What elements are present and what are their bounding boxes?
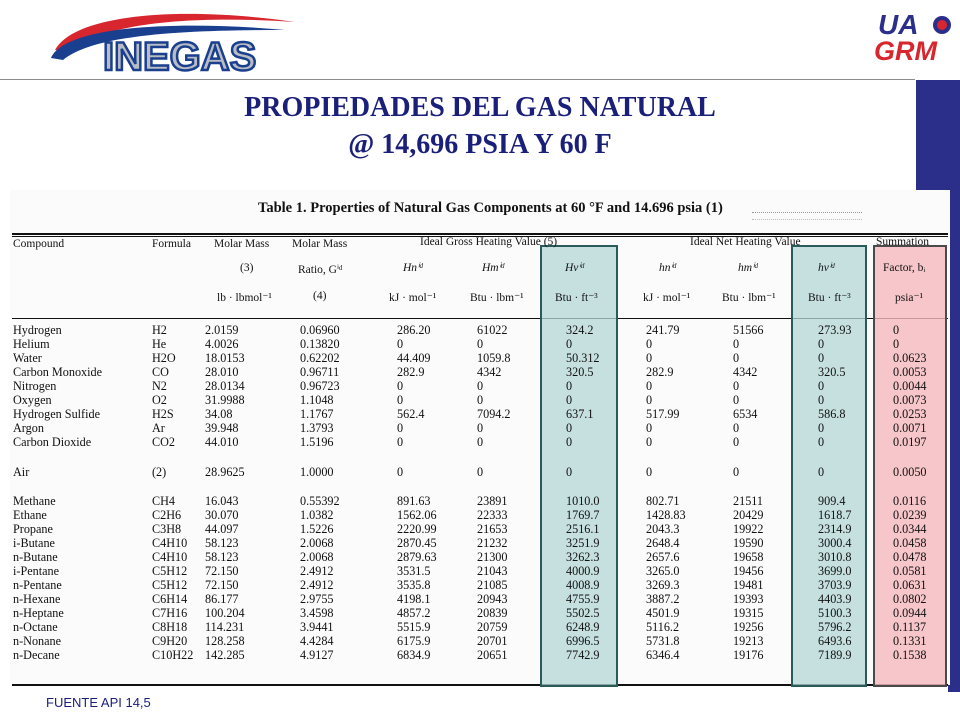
cell-net-hm: 4342 [733,365,758,379]
cell-formula: H2S [152,407,174,421]
cell-gross-hn: 0 [397,379,404,393]
cell-gross-hm: 0 [477,421,484,435]
cell-gross-hv: 1769.7 [566,508,600,522]
cell-formula: C5H12 [152,564,188,578]
cell-net-hm: 0 [733,393,740,407]
cell-ratio: 3.4598 [300,606,334,620]
cell-factor: 0.1538 [893,648,927,662]
header-unit-btu-ft3: Btu · ft⁻³ [555,292,598,304]
cell-net-hv: 2314.9 [818,522,852,536]
header-formula: Formula [152,238,191,250]
cell-gross-hm: 21653 [477,522,508,536]
header-ratio-ref: (4) [313,290,327,302]
header-unit-kj-net: kJ · mol⁻¹ [643,292,691,304]
cell-factor: 0.0071 [893,421,927,435]
cell-net-hn: 4501.9 [646,606,680,620]
cell-ratio: 1.0382 [300,508,334,522]
cell-compound: Water [13,351,42,365]
cell-gross-hv: 4755.9 [566,592,600,606]
cell-factor: 0.0344 [893,522,927,536]
cell-factor: 0.0631 [893,578,927,592]
cell-gross-hn: 0 [397,421,404,435]
cell-net-hv: 5796.2 [818,620,852,634]
cell-molar-mass: 58.123 [205,550,239,564]
table-top-rule [12,233,948,235]
cell-ratio: 1.5196 [300,435,334,449]
cell-net-hn: 6346.4 [646,648,680,662]
header-net-group: Ideal Net Heating Value [690,236,801,248]
cell-formula: C2H6 [152,508,182,522]
header-hm-id-net: hmⁱᵈ [738,262,758,274]
cell-gross-hv: 50.312 [566,351,600,365]
cell-ratio: 1.3793 [300,421,334,435]
cell-gross-hm: 0 [477,393,484,407]
cell-factor: 0 [893,337,900,351]
cell-compound: n-Hexane [13,592,61,606]
cell-gross-hv: 0 [566,421,573,435]
cell-formula: CO [152,365,169,379]
cell-net-hv: 5100.3 [818,606,852,620]
cell-net-hv: 1618.7 [818,508,852,522]
cell-ratio: 1.1767 [300,407,334,421]
cell-gross-hn: 5515.9 [397,620,431,634]
cell-net-hn: 282.9 [646,365,674,379]
cell-net-hv: 320.5 [818,365,846,379]
cell-net-hm: 0 [733,435,740,449]
cell-net-hv: 3699.0 [818,564,852,578]
header-hv-id: Hvⁱᵈ [565,262,585,274]
cell-net-hn: 3887.2 [646,592,680,606]
cell-gross-hm: 21300 [477,550,508,564]
cell-gross-hm: 0 [477,435,484,449]
cell-factor: 0.0802 [893,592,927,606]
cell-net-hn: 1428.83 [646,508,686,522]
cell-compound: i-Butane [13,536,55,550]
cell-compound: Propane [13,522,53,536]
cell-gross-hm: 20701 [477,634,508,648]
cell-net-hn: 5731.8 [646,634,680,648]
cell-gross-hm: 22333 [477,508,508,522]
cell-net-hv: 0 [818,379,825,393]
cell-gross-hn: 6834.9 [397,648,431,662]
cell-net-hv: 3010.8 [818,550,852,564]
source-note: FUENTE API 14,5 [46,695,151,710]
cell-gross-hv: 324.2 [566,323,594,337]
cell-compound: Air [13,465,30,479]
cell-factor: 0.0239 [893,508,927,522]
cell-net-hn: 2657.6 [646,550,680,564]
page-subtitle: @ 14,696 PSIA Y 60 F [348,129,612,160]
header-unit-btu-lbm-net: Btu · lbm⁻¹ [722,292,776,304]
cell-formula: (2) [152,465,167,479]
cell-net-hv: 0 [818,351,825,365]
cell-factor: 0.0581 [893,564,927,578]
cell-formula: He [152,337,167,351]
cell-gross-hn: 3535.8 [397,578,431,592]
cell-compound: n-Butane [13,550,58,564]
cell-compound: Hydrogen [13,323,62,337]
cell-factor: 0.0116 [893,494,927,508]
cell-net-hn: 0 [646,435,653,449]
cell-molar-mass: 2.0159 [205,323,239,337]
cell-compound: Nitrogen [13,379,57,393]
svg-text:GRM: GRM [874,36,937,66]
cell-factor: 0.0073 [893,393,927,407]
cell-molar-mass: 114.231 [205,620,245,634]
cell-net-hv: 3000.4 [818,536,852,550]
cell-net-hn: 5116.2 [646,620,680,634]
cell-ratio: 0.62202 [300,351,340,365]
cell-net-hn: 517.99 [646,407,680,421]
table-title: Table 1. Properties of Natural Gas Components at 60 °F and 14.696 psia (1) [258,200,723,216]
cell-compound: n-Decane [13,648,60,662]
cell-gross-hn: 562.4 [397,407,425,421]
cell-gross-hm: 0 [477,337,484,351]
cell-net-hm: 51566 [733,323,764,337]
cell-formula: C9H20 [152,634,188,648]
cell-factor: 0 [893,323,900,337]
cell-molar-mass: 86.177 [205,592,239,606]
cell-net-hn: 3269.3 [646,578,680,592]
cell-factor: 0.0197 [893,435,927,449]
cell-net-hv: 0 [818,421,825,435]
cell-net-hv: 7189.9 [818,648,852,662]
cell-ratio: 0.13820 [300,337,340,351]
cell-net-hv: 6493.6 [818,634,852,648]
cell-gross-hm: 21232 [477,536,508,550]
cell-net-hm: 19922 [733,522,764,536]
cell-gross-hm: 20651 [477,648,508,662]
cell-formula: CO2 [152,435,176,449]
cell-ratio: 0.96723 [300,379,340,393]
cell-molar-mass: 28.9625 [205,465,245,479]
cell-formula: Ar [152,421,165,435]
cell-ratio: 1.5226 [300,522,334,536]
cell-gross-hv: 6248.9 [566,620,600,634]
cell-net-hm: 0 [733,337,740,351]
cell-formula: H2 [152,323,167,337]
cell-gross-hv: 6996.5 [566,634,600,648]
cell-net-hm: 19590 [733,536,764,550]
header-summation: Summation [876,236,930,248]
cell-formula: C7H16 [152,606,188,620]
cell-net-hn: 0 [646,465,653,479]
cell-gross-hn: 6175.9 [397,634,431,648]
cell-ratio: 2.0068 [300,536,334,550]
cell-molar-mass: 31.9988 [205,393,245,407]
cell-gross-hm: 1059.8 [477,351,511,365]
cell-gross-hm: 0 [477,379,484,393]
cell-net-hv: 0 [818,465,825,479]
cell-formula: C5H12 [152,578,188,592]
cell-gross-hv: 3262.3 [566,550,600,564]
cell-gross-hv: 4000.9 [566,564,600,578]
cell-formula: C4H10 [152,536,188,550]
cell-ratio: 1.0000 [300,465,334,479]
cell-molar-mass: 18.0153 [205,351,245,365]
cell-net-hm: 21511 [733,494,764,508]
cell-gross-hv: 2516.1 [566,522,600,536]
cell-gross-hn: 0 [397,435,404,449]
header-hn-id: Hnⁱᵈ [403,262,423,274]
header-unit-lbmol: lb · lbmol⁻¹ [217,292,272,304]
cell-net-hm: 19658 [733,550,764,564]
cell-net-hn: 0 [646,351,653,365]
cell-net-hn: 0 [646,337,653,351]
cell-gross-hn: 0 [397,465,404,479]
header-ratio: Ratio, Gⁱᵈ [298,264,343,276]
cell-molar-mass: 72.150 [205,578,239,592]
cell-formula: C10H22 [152,648,194,662]
cell-formula: N2 [152,379,167,393]
cell-net-hm: 19393 [733,592,764,606]
cell-gross-hn: 0 [397,337,404,351]
cell-net-hn: 3265.0 [646,564,680,578]
cell-gross-hv: 0 [566,435,573,449]
cell-gross-hv: 320.5 [566,365,594,379]
header-factor: Factor, bᵢ [883,262,926,274]
cell-factor: 0.0044 [893,379,927,393]
cell-compound: Helium [13,337,50,351]
header-divider [0,79,915,80]
cell-molar-mass: 4.0026 [205,337,239,351]
cell-gross-hm: 0 [477,465,484,479]
cell-net-hm: 0 [733,421,740,435]
cell-compound: n-Pentane [13,578,62,592]
svg-text:INEGAS: INEGAS [103,35,257,78]
cell-net-hv: 586.8 [818,407,846,421]
cell-formula: CH4 [152,494,176,508]
cell-ratio: 2.0068 [300,550,334,564]
cell-gross-hm: 20759 [477,620,508,634]
cell-factor: 0.1331 [893,634,927,648]
cell-net-hn: 802.71 [646,494,680,508]
cell-molar-mass: 28.010 [205,365,239,379]
cell-gross-hv: 0 [566,393,573,407]
cell-molar-mass: 100.204 [205,606,245,620]
cell-net-hm: 19213 [733,634,764,648]
cell-gross-hm: 21043 [477,564,508,578]
cell-gross-hn: 4857.2 [397,606,431,620]
header-molar-mass: Molar Mass [214,238,270,250]
cell-molar-mass: 39.948 [205,421,239,435]
cell-compound: Methane [13,494,56,508]
cell-compound: n-Heptane [13,606,64,620]
cell-factor: 0.0458 [893,536,927,550]
cell-net-hn: 0 [646,421,653,435]
header-molar-mass-ref: (3) [240,262,254,274]
cell-net-hn: 241.79 [646,323,680,337]
header-hn-id-net: hnⁱᵈ [659,262,677,274]
cell-compound: Hydrogen Sulfide [13,407,100,421]
cell-net-hn: 0 [646,393,653,407]
cell-net-hn: 2648.4 [646,536,680,550]
cell-net-hm: 6534 [733,407,758,421]
cell-net-hm: 0 [733,465,740,479]
cell-factor: 0.0050 [893,465,927,479]
cell-molar-mass: 16.043 [205,494,239,508]
cell-formula: C3H8 [152,522,182,536]
cell-net-hm: 0 [733,351,740,365]
cell-factor: 0.0053 [893,365,927,379]
cell-molar-mass: 44.097 [205,522,239,536]
cell-compound: Oxygen [13,393,52,407]
header-molar-mass-ratio: Molar Mass [292,238,348,250]
cell-formula: H2O [152,351,176,365]
cell-gross-hv: 4008.9 [566,578,600,592]
cell-gross-hn: 0 [397,393,404,407]
cell-molar-mass: 28.0134 [205,379,245,393]
cell-gross-hn: 891.63 [397,494,431,508]
cell-ratio: 0.06960 [300,323,340,337]
cell-net-hm: 19315 [733,606,764,620]
page-title: PROPIEDADES DEL GAS NATURAL [244,92,716,123]
cell-gross-hv: 0 [566,337,573,351]
cell-gross-hv: 5502.5 [566,606,600,620]
cell-gross-hm: 20839 [477,606,508,620]
cell-compound: Carbon Monoxide [13,365,103,379]
cell-gross-hm: 20943 [477,592,508,606]
scan-noise [752,212,862,220]
cell-molar-mass: 58.123 [205,536,239,550]
cell-gross-hn: 44.409 [397,351,431,365]
cell-net-hm: 19256 [733,620,764,634]
cell-gross-hm: 4342 [477,365,502,379]
cell-compound: i-Pentane [13,564,60,578]
inegas-logo [35,8,315,78]
cell-factor: 0.0478 [893,550,927,564]
cell-gross-hv: 1010.0 [566,494,600,508]
cell-molar-mass: 142.285 [205,648,245,662]
cell-net-hv: 3703.9 [818,578,852,592]
cell-net-hv: 0 [818,393,825,407]
cell-net-hv: 0 [818,435,825,449]
cell-formula: O2 [152,393,167,407]
cell-net-hm: 20429 [733,508,764,522]
cell-gross-hv: 7742.9 [566,648,600,662]
cell-gross-hn: 3531.5 [397,564,431,578]
cell-factor: 0.0944 [893,606,927,620]
cell-net-hm: 19176 [733,648,764,662]
cell-ratio: 2.4912 [300,564,334,578]
cell-ratio: 0.96711 [300,365,340,379]
header-unit-btu-ft3-net: Btu · ft⁻³ [808,292,851,304]
cell-ratio: 0.55392 [300,494,340,508]
cell-molar-mass: 128.258 [205,634,245,648]
cell-compound: n-Octane [13,620,58,634]
cell-gross-hn: 2879.63 [397,550,437,564]
cell-gross-hm: 21085 [477,578,508,592]
cell-ratio: 1.1048 [300,393,334,407]
cell-molar-mass: 72.150 [205,564,239,578]
cell-gross-hv: 0 [566,379,573,393]
cell-molar-mass: 30.070 [205,508,239,522]
cell-compound: n-Nonane [13,634,62,648]
cell-formula: C8H18 [152,620,188,634]
cell-net-hv: 0 [818,337,825,351]
cell-formula: C4H10 [152,550,188,564]
cell-gross-hm: 23891 [477,494,508,508]
cell-formula: C6H14 [152,592,188,606]
cell-net-hm: 19481 [733,578,764,592]
cell-molar-mass: 44.010 [205,435,239,449]
cell-factor: 0.0623 [893,351,927,365]
cell-gross-hv: 3251.9 [566,536,600,550]
cell-compound: Ethane [13,508,47,522]
cell-gross-hv: 637.1 [566,407,594,421]
cell-gross-hm: 61022 [477,323,508,337]
cell-gross-hn: 2870.45 [397,536,437,550]
cell-ratio: 4.9127 [300,648,334,662]
svg-text:UA: UA [878,9,919,40]
header-gross-group: Ideal Gross Heating Value (5) [420,236,558,248]
cell-factor: 0.1137 [893,620,927,634]
cell-gross-hv: 0 [566,465,573,479]
cell-net-hn: 0 [646,379,653,393]
header-unit-psia: psia⁻¹ [895,292,924,304]
cell-net-hm: 19456 [733,564,764,578]
cell-net-hm: 0 [733,379,740,393]
cell-gross-hn: 286.20 [397,323,431,337]
cell-net-hv: 273.93 [818,323,852,337]
cell-gross-hn: 2220.99 [397,522,437,536]
cell-gross-hn: 1562.06 [397,508,437,522]
cell-ratio: 3.9441 [300,620,334,634]
header-unit-kj: kJ · mol⁻¹ [389,292,437,304]
cell-net-hv: 4403.9 [818,592,852,606]
cell-ratio: 4.4284 [300,634,334,648]
cell-net-hn: 2043.3 [646,522,680,536]
header-compound: Compound [13,238,65,250]
header-hv-id-net: hvⁱᵈ [818,262,835,274]
uagrm-logo [872,6,956,66]
cell-ratio: 2.4912 [300,578,334,592]
cell-gross-hn: 282.9 [397,365,425,379]
cell-compound: Argon [13,421,44,435]
header-hm-id: Hmⁱᵈ [482,262,505,274]
cell-net-hv: 909.4 [818,494,846,508]
cell-gross-hm: 7094.2 [477,407,511,421]
cell-factor: 0.0253 [893,407,927,421]
cell-compound: Carbon Dioxide [13,435,92,449]
header-unit-btu-lbm: Btu · lbm⁻¹ [470,292,524,304]
cell-molar-mass: 34.08 [205,407,233,421]
cell-ratio: 2.9755 [300,592,334,606]
cell-gross-hn: 4198.1 [397,592,431,606]
